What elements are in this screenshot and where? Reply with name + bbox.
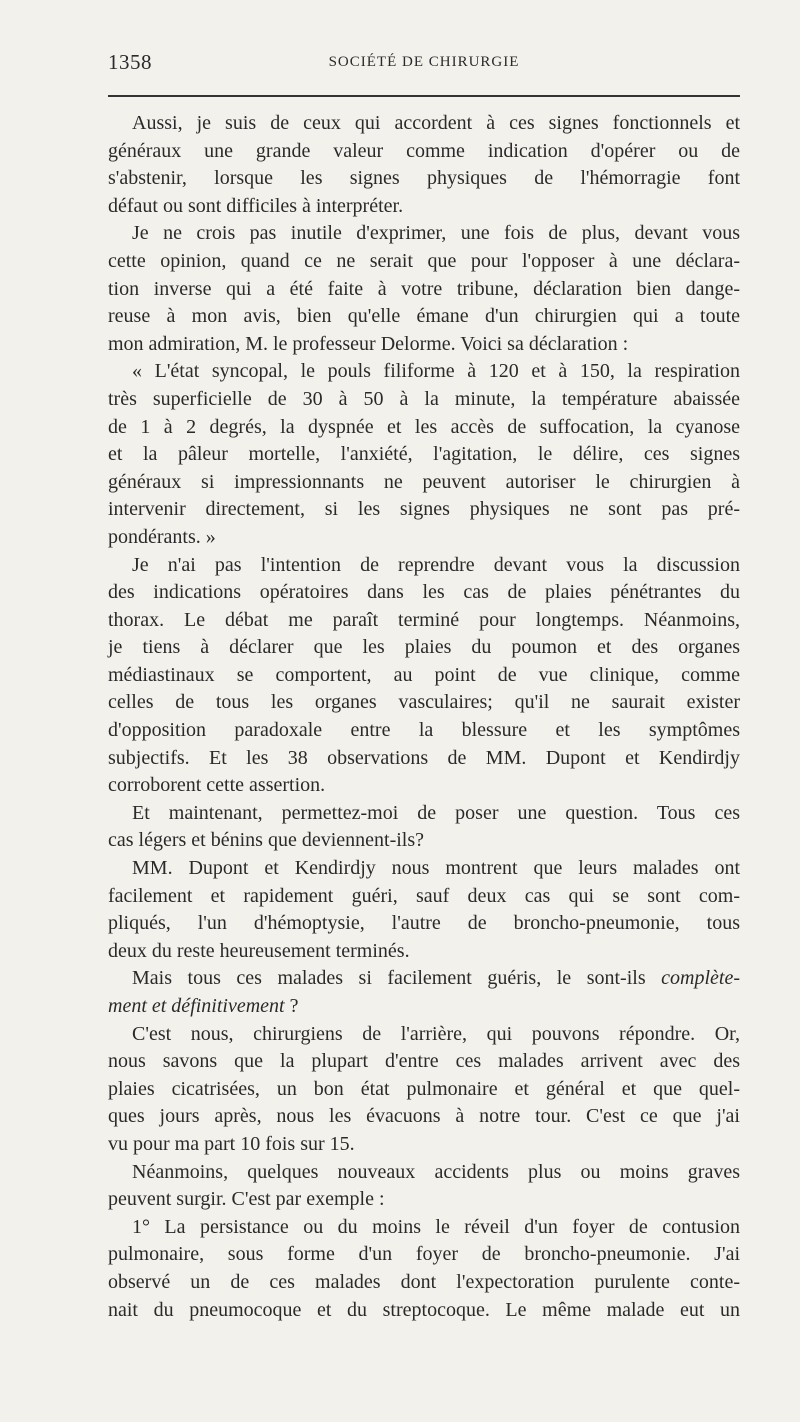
- text-line-content: corroborent cette assertion.: [108, 774, 326, 797]
- text-line: [108, 1241, 740, 1269]
- text-line-content: « L'état syncopal, le pouls filiforme à 120 et à 150, la respiration: [132, 360, 740, 383]
- text-line: [108, 717, 740, 745]
- text-line-content: reuse à mon avis, bien qu'elle émane d'un chirurgien qui a toute: [108, 305, 740, 328]
- text-line: [108, 552, 740, 580]
- text-line: [108, 745, 740, 773]
- text-line-content: Néanmoins, quelques nouveaux accidents plus ou moins graves: [132, 1160, 740, 1183]
- text-line: [108, 1159, 740, 1187]
- text-line: [108, 1103, 740, 1131]
- text-line-content: cas légers et bénins que deviennent-ils?: [108, 829, 424, 852]
- text-line: [108, 303, 740, 331]
- text-line-content: pondérants. »: [108, 525, 216, 548]
- text-line-content: Aussi, je suis de ceux qui accordent à ces signes fonctionnels et: [132, 112, 740, 134]
- text-line: [108, 1021, 740, 1049]
- text-line-content: très superficielle de 30 à 50 à la minute, la température abaissée: [108, 387, 740, 410]
- text-line-content: vu pour ma part 10 fois sur 15.: [108, 1132, 355, 1155]
- text-line: [108, 662, 740, 690]
- text-line-content: pliqués, l'un d'hémoptysie, l'autre de broncho-pneumonie, tous: [108, 912, 740, 935]
- text-line-content: C'est nous, chirurgiens de l'arrière, qui pouvons répondre. Or,: [132, 1022, 740, 1045]
- text-line-content: de 1 à 2 degrés, la dyspnée et les accès de suffocation, la cyanose: [108, 415, 740, 438]
- text-line: [108, 1076, 740, 1104]
- text-line: [108, 800, 740, 828]
- text-line: [108, 138, 740, 166]
- text-line: [108, 855, 740, 883]
- text-line-content: facilement et rapidement guéri, sauf deux cas qui se sont com-: [108, 884, 740, 907]
- text-line: [108, 414, 740, 442]
- text-line-content: défaut ou sont difficiles à interpréter.: [108, 194, 404, 217]
- emphasized-text: complète-: [661, 967, 740, 990]
- text-line: [108, 110, 740, 138]
- text-line-content: peuvent surgir. C'est par exemple :: [108, 1188, 385, 1211]
- text-line: [108, 248, 740, 276]
- text-line-content: pulmonaire, sous forme d'un foyer de broncho-pneumonie. J'ai: [108, 1243, 740, 1266]
- text-line-content: d'opposition paradoxale entre la blessure et les symptômes: [108, 719, 740, 742]
- text-line: [108, 607, 740, 635]
- text-line-content: Je n'ai pas l'intention de reprendre devant vous la discussion: [132, 553, 740, 576]
- text-line-content: s'abstenir, lorsque les signes physiques de l'hémorragie font: [108, 167, 740, 190]
- text-line-content: nait du pneumocoque et du streptocoque. Le même malade eut un: [108, 1298, 740, 1321]
- text-line-content: tion inverse qui a été faite à votre tribune, déclaration bien dange-: [108, 277, 740, 300]
- text-line-content: subjectifs. Et les 38 observations de MM. Dupont et Kendirdjy: [108, 746, 740, 769]
- text-line-content: Je ne crois pas inutile d'exprimer, une fois de plus, devant vous: [132, 222, 740, 245]
- text-line-content: 1° La persistance ou du moins le réveil d'un foyer de contusion: [132, 1215, 740, 1238]
- text-line-content: plaies cicatrisées, un bon état pulmonaire et général et que quel-: [108, 1077, 740, 1100]
- text-line: [108, 220, 740, 248]
- text-line-content: deux du reste heureusement terminés.: [108, 939, 410, 962]
- text-line: [108, 965, 740, 993]
- text-line-content: cette opinion, quand ce ne serait que pour l'opposer à une déclara-: [108, 249, 740, 272]
- running-title: SOCIÉTÉ DE CHIRURGIE: [328, 54, 520, 70]
- text-line: [108, 496, 740, 524]
- text-line: [108, 165, 740, 193]
- text-line: [108, 579, 740, 607]
- page-header: [108, 50, 740, 80]
- text-line: [108, 689, 740, 717]
- page-number: 1358: [108, 50, 152, 74]
- text-line-content: des indications opératoires dans les cas de plaies pénétrantes du: [108, 581, 740, 604]
- emphasized-text: ment et définitivement: [108, 995, 285, 1017]
- text-line-content: et la pâleur mortelle, l'anxiété, l'agitation, le délire, ces signes: [108, 443, 740, 466]
- text-line-content: observé un de ces malades dont l'expectoration purulente conte-: [108, 1270, 740, 1293]
- text-line-content: intervenir directement, si les signes physiques ne sont pas pré-: [108, 498, 740, 521]
- text-line: [108, 441, 740, 469]
- text-line-content: Mais tous ces malades si facilement guéris, le sont-ils: [132, 967, 662, 990]
- text-line: [108, 1297, 740, 1325]
- text-line: [108, 1186, 740, 1214]
- text-line-content: thorax. Le débat me paraît terminé pour longtemps. Néanmoins,: [108, 608, 740, 631]
- text-line: [108, 331, 740, 359]
- header-rule: [108, 95, 740, 97]
- text-line-content: celles de tous les organes vasculaires; qu'il ne saurait exister: [108, 691, 740, 714]
- text-line: [108, 193, 740, 221]
- text-line: [108, 469, 740, 497]
- text-line-content: nous savons que la plupart d'entre ces malades arrivent avec des: [108, 1050, 740, 1073]
- text-line: [108, 938, 740, 966]
- text-line-content: médiastinaux se comportent, au point de vue clinique, comme: [108, 663, 740, 686]
- text-line: [108, 772, 740, 800]
- text-line: [108, 1048, 740, 1076]
- text-line-content: généraux une grande valeur comme indication d'opérer ou de: [108, 139, 740, 162]
- text-line: [108, 386, 740, 414]
- text-line: [108, 1214, 740, 1242]
- text-line-content: ques jours après, nous les évacuons à notre tour. C'est ce que j'ai: [108, 1105, 740, 1128]
- text-line-content: mon admiration, M. le professeur Delorme. Voici sa déclaration :: [108, 332, 629, 355]
- text-line: [108, 634, 740, 662]
- text-line-content: MM. Dupont et Kendirdjy nous montrent que leurs malades ont: [132, 857, 740, 880]
- text-line: [108, 993, 740, 1021]
- text-line: [108, 1131, 740, 1159]
- text-line-tail: ?: [284, 995, 299, 1017]
- text-line: [108, 358, 740, 386]
- text-line: [108, 276, 740, 304]
- text-line: [108, 883, 740, 911]
- text-line: [108, 524, 740, 552]
- text-line-content: Et maintenant, permettez-moi de poser une question. Tous ces: [132, 801, 740, 824]
- body-text: [108, 110, 740, 1324]
- text-line: [108, 1269, 740, 1297]
- text-line: [108, 827, 740, 855]
- text-line: [108, 910, 740, 938]
- text-line-content: généraux si impressionnants ne peuvent autoriser le chirurgien à: [108, 470, 740, 493]
- text-line-content: je tiens à déclarer que les plaies du poumon et des organes: [108, 636, 740, 659]
